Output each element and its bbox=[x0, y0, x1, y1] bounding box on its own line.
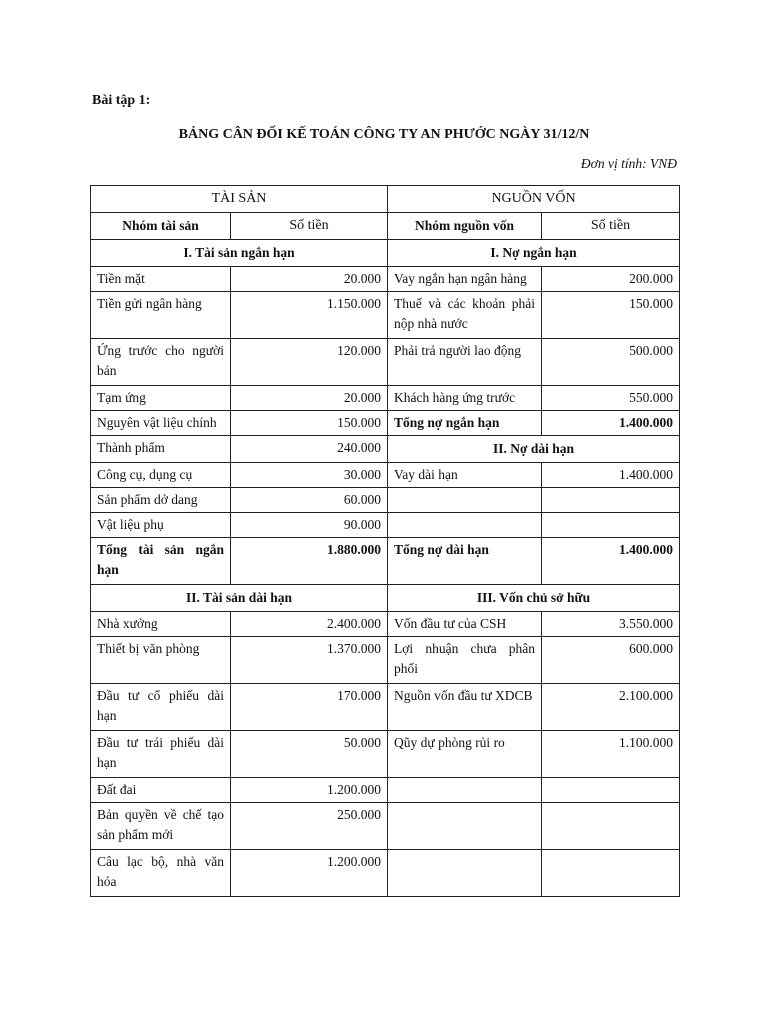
asset-name: Nhà xưởng bbox=[91, 612, 231, 637]
source-name: Vốn đầu tư của CSH bbox=[388, 612, 542, 637]
balance-sheet-table bbox=[90, 185, 680, 897]
source-name: Lợi nhuận chưa phân phối bbox=[388, 637, 542, 684]
asset-name: Nguyên vật liệu chính bbox=[91, 411, 231, 436]
section-row bbox=[91, 585, 680, 612]
asset-amount: 120.000 bbox=[231, 339, 388, 386]
table-row bbox=[91, 292, 680, 339]
asset-amount: 50.000 bbox=[231, 731, 388, 778]
table-row bbox=[91, 436, 680, 463]
source-name: Vay dài hạn bbox=[388, 463, 542, 488]
source-name bbox=[388, 850, 542, 897]
source-amount: 500.000 bbox=[542, 339, 680, 386]
assets-header: TÀI SẢN bbox=[91, 186, 388, 213]
asset-name: Tạm ứng bbox=[91, 386, 231, 411]
source-name: Phải trả người lao động bbox=[388, 339, 542, 386]
source-amount bbox=[542, 488, 680, 513]
amount-header-2: Số tiền bbox=[542, 213, 680, 240]
source-amount: 3.550.000 bbox=[542, 612, 680, 637]
asset-amount: 150.000 bbox=[231, 411, 388, 436]
asset-name: Tiền mặt bbox=[91, 267, 231, 292]
table-row bbox=[91, 463, 680, 488]
asset-amount: 250.000 bbox=[231, 803, 388, 850]
source-name bbox=[388, 488, 542, 513]
asset-amount: 20.000 bbox=[231, 386, 388, 411]
asset-amount: 60.000 bbox=[231, 488, 388, 513]
asset-name: Thiết bị văn phòng bbox=[91, 637, 231, 684]
table-row bbox=[91, 538, 680, 585]
asset-amount: 30.000 bbox=[231, 463, 388, 488]
asset-amount: 1.370.000 bbox=[231, 637, 388, 684]
document-title: BẢNG CÂN ĐỐI KẾ TOÁN CÔNG TY AN PHƯỚC NGÀY 31/12/N bbox=[178, 127, 590, 142]
source-amount bbox=[542, 850, 680, 897]
table-row bbox=[91, 803, 680, 850]
asset-name: Ứng trước cho người bán bbox=[91, 339, 231, 386]
table-row bbox=[91, 637, 680, 684]
source-name: Nguồn vốn đầu tư XDCB bbox=[388, 684, 542, 731]
section-long-term-assets: II. Tài sản dài hạn bbox=[91, 585, 388, 612]
asset-name: Tiền gửi ngân hàng bbox=[91, 292, 231, 339]
asset-name: Công cụ, dụng cụ bbox=[91, 463, 231, 488]
sources-header: NGUỒN VỐN bbox=[388, 186, 680, 213]
total-short-term-assets-amount: 1.880.000 bbox=[231, 538, 388, 585]
section-row bbox=[91, 240, 680, 267]
source-name bbox=[388, 778, 542, 803]
source-amount: 1.400.000 bbox=[542, 463, 680, 488]
total-long-term-liabilities-label: Tổng nợ dài hạn bbox=[388, 538, 542, 585]
source-amount: 2.100.000 bbox=[542, 684, 680, 731]
source-amount: 200.000 bbox=[542, 267, 680, 292]
asset-amount: 20.000 bbox=[231, 267, 388, 292]
table-row bbox=[91, 386, 680, 411]
source-amount: 150.000 bbox=[542, 292, 680, 339]
table-row bbox=[91, 339, 680, 386]
table-header-row bbox=[91, 186, 680, 213]
total-short-term-assets-label: Tổng tài sản ngắn hạn bbox=[91, 538, 231, 585]
column-header-row bbox=[91, 213, 680, 240]
section-short-term-liabilities: I. Nợ ngắn hạn bbox=[388, 240, 680, 267]
section-short-term-assets: I. Tài sản ngắn hạn bbox=[91, 240, 388, 267]
total-long-term-liabilities-amount: 1.400.000 bbox=[542, 538, 680, 585]
currency-unit: Đơn vị tính: VNĐ bbox=[580, 156, 677, 171]
asset-amount: 1.200.000 bbox=[231, 850, 388, 897]
source-name: Vay ngắn hạn ngân hàng bbox=[388, 267, 542, 292]
source-name: Khách hàng ứng trước bbox=[388, 386, 542, 411]
table-row bbox=[91, 267, 680, 292]
asset-name: Bản quyền về chế tạo sản phẩm mới bbox=[91, 803, 231, 850]
section-equity: III. Vốn chủ sở hữu bbox=[388, 585, 680, 612]
source-amount: 550.000 bbox=[542, 386, 680, 411]
source-amount bbox=[542, 803, 680, 850]
source-amount: 600.000 bbox=[542, 637, 680, 684]
asset-name: Đầu tư cổ phiếu dài hạn bbox=[91, 684, 231, 731]
exercise-label: Bài tập 1: bbox=[92, 93, 151, 108]
table-row bbox=[91, 778, 680, 803]
asset-group-header: Nhóm tài sản bbox=[91, 213, 231, 240]
asset-name: Đầu tư trái phiếu dài hạn bbox=[91, 731, 231, 778]
asset-name: Thành phẩm bbox=[91, 436, 231, 463]
table-row bbox=[91, 684, 680, 731]
asset-name: Câu lạc bộ, nhà văn hóa bbox=[91, 850, 231, 897]
source-amount: 1.100.000 bbox=[542, 731, 680, 778]
table-row bbox=[91, 612, 680, 637]
asset-amount: 2.400.000 bbox=[231, 612, 388, 637]
asset-amount: 240.000 bbox=[231, 436, 388, 463]
section-long-term-liabilities: II. Nợ dài hạn bbox=[388, 436, 680, 463]
source-name bbox=[388, 513, 542, 538]
source-name: Qũy dự phòng rủi ro bbox=[388, 731, 542, 778]
asset-amount: 1.150.000 bbox=[231, 292, 388, 339]
source-name: Thuế và các khoản phải nộp nhà nước bbox=[388, 292, 542, 339]
asset-name: Vật liệu phụ bbox=[91, 513, 231, 538]
source-amount bbox=[542, 778, 680, 803]
table-row bbox=[91, 488, 680, 513]
source-amount bbox=[542, 513, 680, 538]
source-name bbox=[388, 803, 542, 850]
asset-amount: 1.200.000 bbox=[231, 778, 388, 803]
asset-amount: 90.000 bbox=[231, 513, 388, 538]
asset-name: Sản phẩm dở dang bbox=[91, 488, 231, 513]
table-row bbox=[91, 731, 680, 778]
amount-header: Số tiền bbox=[231, 213, 388, 240]
asset-amount: 170.000 bbox=[231, 684, 388, 731]
table-row bbox=[91, 513, 680, 538]
total-short-term-liabilities-amount: 1.400.000 bbox=[542, 411, 680, 436]
table-row bbox=[91, 411, 680, 436]
total-short-term-liabilities-label: Tổng nợ ngắn hạn bbox=[388, 411, 542, 436]
asset-name: Đất đai bbox=[91, 778, 231, 803]
source-group-header: Nhóm nguồn vốn bbox=[388, 213, 542, 240]
table-row bbox=[91, 850, 680, 897]
